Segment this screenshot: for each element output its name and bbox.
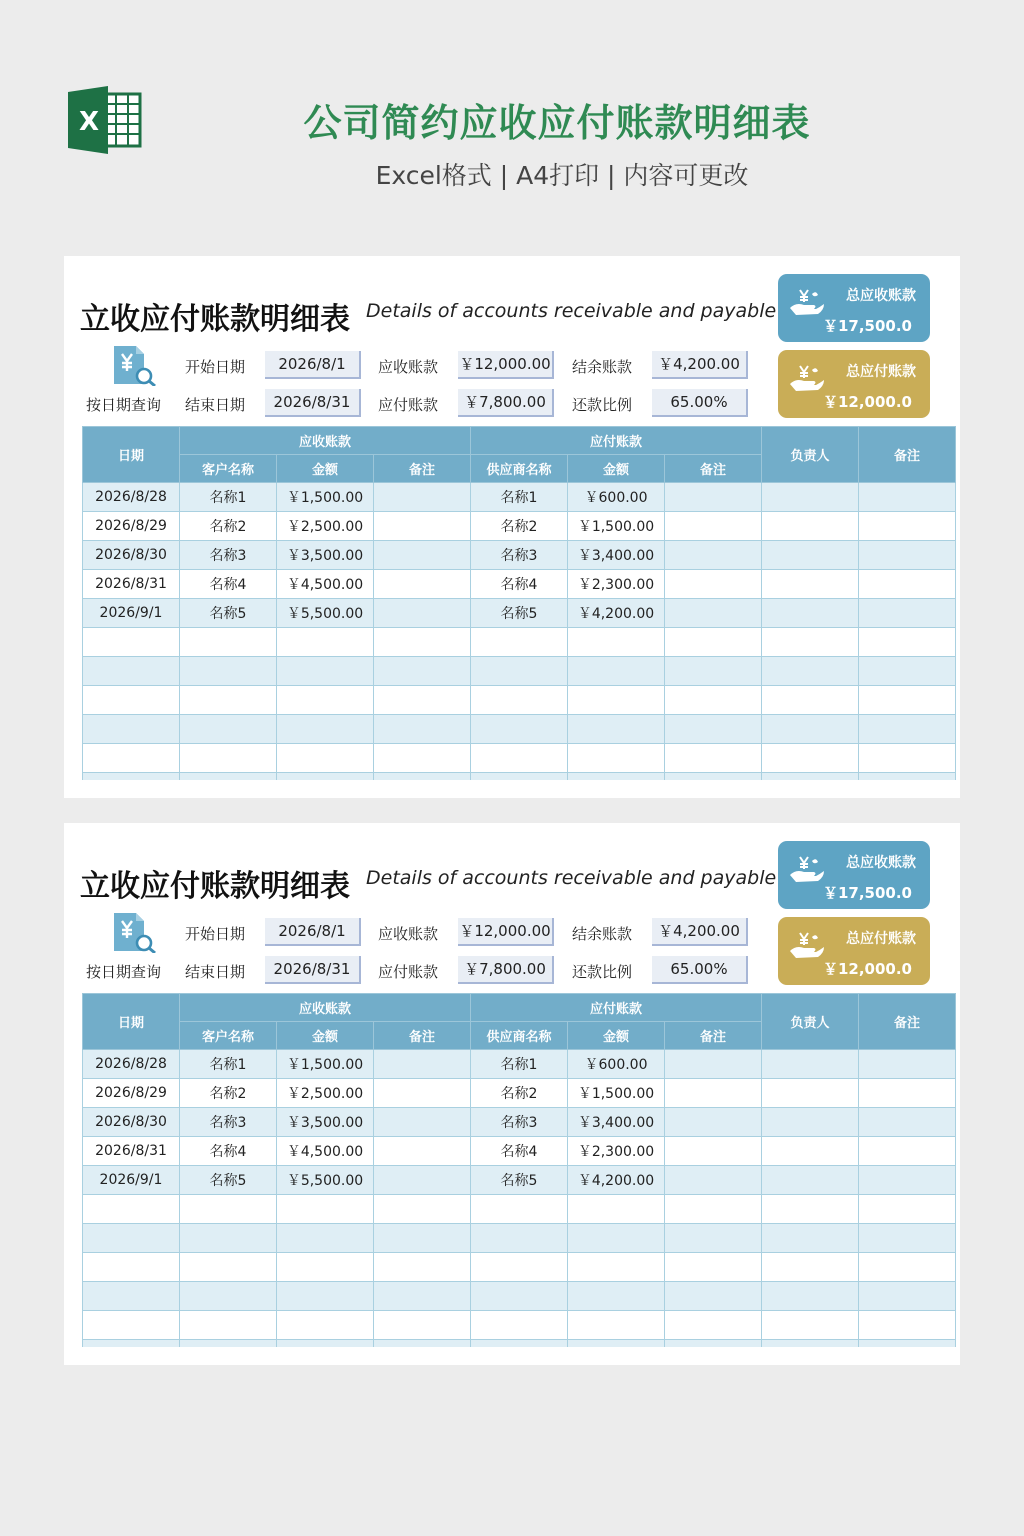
table-cell[interactable] [665,1253,762,1282]
receivable-field[interactable]: ￥12,000.00 [458,918,554,946]
table-cell[interactable] [859,715,956,744]
table-cell[interactable]: ￥5,500.00 [277,1166,374,1195]
table-cell[interactable]: 名称3 [471,1108,568,1137]
table-cell[interactable]: 2026/8/30 [83,1108,180,1137]
table-cell[interactable] [665,599,762,628]
table-cell[interactable] [277,1224,374,1253]
table-cell[interactable] [374,1311,471,1340]
table-cell[interactable]: ￥3,500.00 [277,1108,374,1137]
end-date-label: 结束日期 [185,396,246,414]
total-receivable-value: ￥17,500.0 [822,317,912,335]
table-cell[interactable] [83,1224,180,1253]
table-row [83,1108,956,1137]
col-receivable-amount[interactable]: 金额 [277,455,374,483]
table-cell[interactable] [277,1311,374,1340]
table-cell[interactable]: ￥5,500.00 [277,599,374,628]
table-cell[interactable] [374,686,471,715]
table-cell[interactable] [762,1340,859,1348]
receivable-field[interactable]: ￥12,000.00 [458,351,554,379]
table-cell[interactable]: 名称3 [180,1108,277,1137]
col-group-receivable: 应收账款 [180,994,471,1022]
table-cell[interactable] [471,1224,568,1253]
ledger-table [82,993,956,1347]
table-cell[interactable] [859,1166,956,1195]
col-customer[interactable]: 客户名称 [180,455,277,483]
hand-money-icon [786,853,826,885]
hand-money-icon [786,286,826,318]
table-cell[interactable] [762,1253,859,1282]
table-row [83,773,956,781]
table-cell[interactable] [859,541,956,570]
table-cell[interactable] [180,1195,277,1224]
table-row [83,1253,956,1282]
table-cell[interactable] [180,657,277,686]
table-cell[interactable] [859,1195,956,1224]
balance-field[interactable]: ￥4,200.00 [652,351,748,379]
table-cell[interactable] [180,1224,277,1253]
payable-label: 应付账款 [378,396,439,414]
table-cell[interactable] [859,744,956,773]
table-cell[interactable] [665,657,762,686]
end-date-field[interactable]: 2026/8/31 [265,956,361,984]
table-cell[interactable] [762,628,859,657]
table-cell[interactable]: 名称4 [180,1137,277,1166]
table-cell[interactable] [180,1311,277,1340]
table-cell[interactable] [471,1253,568,1282]
table-cell[interactable] [374,628,471,657]
table-cell[interactable] [471,1195,568,1224]
table-cell[interactable] [83,773,180,781]
table-cell[interactable] [83,1195,180,1224]
col-receivable-amount[interactable]: 金额 [277,1022,374,1050]
table-cell[interactable] [859,1050,956,1079]
table-cell[interactable] [277,686,374,715]
table-cell[interactable] [859,1311,956,1340]
total-receivable-label: 总应收账款 [846,855,916,871]
table-cell[interactable]: 名称4 [471,1137,568,1166]
table-cell[interactable] [568,1224,665,1253]
col-remark[interactable]: 备注 [859,427,956,483]
table-cell[interactable] [665,773,762,781]
table-cell[interactable] [277,1253,374,1282]
table-cell[interactable]: 名称5 [471,1166,568,1195]
table-cell[interactable] [762,570,859,599]
table-cell[interactable] [277,628,374,657]
table-cell[interactable] [374,483,471,512]
ledger-table [82,426,956,780]
table-cell[interactable] [665,512,762,541]
table-cell[interactable] [180,686,277,715]
table-cell[interactable] [665,1137,762,1166]
balance-label: 结余账款 [572,358,633,376]
table-cell[interactable] [568,1311,665,1340]
table-cell[interactable] [83,657,180,686]
start-date-label: 开始日期 [185,925,246,943]
table-cell[interactable] [665,1282,762,1311]
table-cell[interactable] [859,1137,956,1166]
table-cell[interactable] [83,744,180,773]
table-cell[interactable]: 名称3 [180,541,277,570]
table-cell[interactable] [859,1340,956,1348]
table-cell[interactable] [374,657,471,686]
table-cell[interactable]: ￥2,300.00 [568,1137,665,1166]
table-cell[interactable] [859,599,956,628]
table-cell[interactable] [859,1224,956,1253]
table-cell[interactable] [471,686,568,715]
table-cell[interactable] [374,599,471,628]
table-cell[interactable] [277,715,374,744]
table-cell[interactable] [374,1166,471,1195]
col-supplier[interactable]: 供应商名称 [471,455,568,483]
repayment-ratio-label: 还款比例 [572,963,633,981]
table-cell[interactable] [762,1311,859,1340]
table-cell[interactable]: 名称3 [471,541,568,570]
table-cell[interactable] [665,628,762,657]
table-cell[interactable]: 2026/9/1 [83,1166,180,1195]
table-row [83,1079,956,1108]
table-cell[interactable] [471,1340,568,1348]
table-cell[interactable] [471,657,568,686]
table-cell[interactable]: ￥2,500.00 [277,1079,374,1108]
receivable-label: 应收账款 [378,358,439,376]
table-cell[interactable] [665,1050,762,1079]
repayment-ratio-field[interactable]: 65.00% [652,956,748,984]
table-cell[interactable] [471,1282,568,1311]
table-cell[interactable] [665,1340,762,1348]
table-cell[interactable]: 2026/9/1 [83,599,180,628]
table-cell[interactable] [568,1253,665,1282]
hand-money-icon [786,362,826,394]
table-cell[interactable] [762,1224,859,1253]
table-cell[interactable] [471,1311,568,1340]
table-cell[interactable] [859,1108,956,1137]
table-cell[interactable] [374,1050,471,1079]
table-cell[interactable] [277,1282,374,1311]
table-cell[interactable]: ￥1,500.00 [568,1079,665,1108]
start-date-field[interactable]: 2026/8/1 [265,918,361,946]
col-owner[interactable]: 负责人 [762,427,859,483]
table-cell[interactable]: 2026/8/29 [83,1079,180,1108]
sheet-preview-1 [64,256,960,798]
table-cell[interactable] [568,773,665,781]
table-cell[interactable] [859,1253,956,1282]
table-row [83,628,956,657]
table-cell[interactable] [568,744,665,773]
table-cell[interactable] [762,483,859,512]
table-cell[interactable] [762,1079,859,1108]
table-cell[interactable]: 名称2 [180,1079,277,1108]
col-customer[interactable]: 客户名称 [180,1022,277,1050]
table-row [83,1137,956,1166]
start-date-label: 开始日期 [185,358,246,376]
col-owner[interactable]: 负责人 [762,994,859,1050]
table-cell[interactable]: 名称5 [471,599,568,628]
table-cell[interactable] [665,715,762,744]
table-row [83,1195,956,1224]
table-cell[interactable] [277,744,374,773]
table-cell[interactable] [374,1282,471,1311]
table-cell[interactable]: ￥1,500.00 [568,512,665,541]
table-cell[interactable] [83,1282,180,1311]
table-cell[interactable] [762,686,859,715]
table-cell[interactable] [374,512,471,541]
payable-field[interactable]: ￥7,800.00 [458,956,554,984]
col-supplier[interactable]: 供应商名称 [471,1022,568,1050]
table-cell[interactable] [180,715,277,744]
table-cell[interactable] [180,1282,277,1311]
table-cell[interactable] [374,1079,471,1108]
table-cell[interactable]: 名称1 [180,1050,277,1079]
table-cell[interactable]: ￥600.00 [568,1050,665,1079]
col-date[interactable]: 日期 [83,427,180,483]
table-row [83,1282,956,1311]
query-by-date-label: 按日期查询 [86,963,162,981]
table-cell[interactable] [471,773,568,781]
sheet-preview-2 [64,823,960,1365]
table-cell[interactable] [762,1282,859,1311]
table-cell[interactable] [859,628,956,657]
col-remark[interactable]: 备注 [859,994,956,1050]
table-cell[interactable]: 2026/8/28 [83,1050,180,1079]
yuan-search-icon[interactable] [110,344,156,386]
table-cell[interactable] [180,1253,277,1282]
table-cell[interactable] [762,715,859,744]
table-cell[interactable]: ￥3,500.00 [277,541,374,570]
col-payable-note[interactable]: 备注 [665,455,762,483]
table-cell[interactable] [665,1166,762,1195]
table-cell[interactable] [83,715,180,744]
col-payable-note[interactable]: 备注 [665,1022,762,1050]
table-row [83,512,956,541]
table-cell[interactable]: ￥1,500.00 [277,1050,374,1079]
table-cell[interactable] [83,1311,180,1340]
table-cell[interactable]: 2026/8/29 [83,512,180,541]
table-cell[interactable] [83,1340,180,1348]
table-cell[interactable]: ￥3,400.00 [568,541,665,570]
table-cell[interactable] [471,744,568,773]
table-cell[interactable]: 名称2 [471,512,568,541]
table-cell[interactable] [762,1108,859,1137]
table-cell[interactable] [83,1253,180,1282]
payable-label: 应付账款 [378,963,439,981]
table-cell[interactable] [762,1166,859,1195]
table-cell[interactable]: ￥2,500.00 [277,512,374,541]
table-cell[interactable]: ￥4,500.00 [277,1137,374,1166]
table-cell[interactable] [665,483,762,512]
table-cell[interactable] [762,1050,859,1079]
sheet-title: 立收应付账款明细表 [80,869,350,904]
table-cell[interactable] [568,1195,665,1224]
table-row [83,1224,956,1253]
table-cell[interactable] [762,1195,859,1224]
table-cell[interactable] [568,657,665,686]
table-row [83,715,956,744]
table-cell[interactable] [859,773,956,781]
table-cell[interactable] [374,1224,471,1253]
table-row [83,541,956,570]
total-payable-label: 总应付账款 [846,364,916,380]
table-cell[interactable] [277,1340,374,1348]
balance-label: 结余账款 [572,925,633,943]
table-cell[interactable]: 名称1 [471,1050,568,1079]
table-cell[interactable]: ￥1,500.00 [277,483,374,512]
total-payable-label: 总应付账款 [846,931,916,947]
col-group-payable: 应付账款 [471,427,762,455]
table-cell[interactable] [471,628,568,657]
table-cell[interactable] [665,1195,762,1224]
table-cell[interactable] [859,1282,956,1311]
table-row [83,570,956,599]
table-cell[interactable] [859,657,956,686]
table-row [83,1340,956,1348]
start-date-field[interactable]: 2026/8/1 [265,351,361,379]
table-cell[interactable] [374,541,471,570]
table-cell[interactable]: ￥4,200.00 [568,1166,665,1195]
query-by-date-label: 按日期查询 [86,396,162,414]
end-date-label: 结束日期 [185,963,246,981]
table-cell[interactable] [180,744,277,773]
table-row [83,1311,956,1340]
table-cell[interactable]: 名称1 [180,483,277,512]
repayment-ratio-field[interactable]: 65.00% [652,389,748,417]
table-cell[interactable] [568,715,665,744]
total-payable-card [778,917,930,985]
total-payable-value: ￥12,000.0 [822,960,912,978]
table-cell[interactable] [277,1195,374,1224]
col-group-receivable: 应收账款 [180,427,471,455]
table-cell[interactable] [665,1311,762,1340]
table-cell[interactable] [374,1108,471,1137]
table-cell[interactable] [374,715,471,744]
table-row [83,483,956,512]
table-cell[interactable] [374,1195,471,1224]
table-cell[interactable] [665,570,762,599]
table-cell[interactable]: 名称5 [180,1166,277,1195]
table-cell[interactable]: ￥4,500.00 [277,570,374,599]
table-row [83,1050,956,1079]
table-cell[interactable]: 名称2 [471,1079,568,1108]
table-cell[interactable] [568,628,665,657]
table-cell[interactable] [374,1253,471,1282]
total-receivable-card [778,274,930,342]
table-cell[interactable] [83,628,180,657]
table-cell[interactable] [762,1137,859,1166]
table-cell[interactable] [762,541,859,570]
table-cell[interactable] [665,1108,762,1137]
table-cell[interactable] [374,570,471,599]
table-cell[interactable]: ￥600.00 [568,483,665,512]
table-cell[interactable]: 名称4 [180,570,277,599]
col-date[interactable]: 日期 [83,994,180,1050]
table-cell[interactable] [762,773,859,781]
table-cell[interactable] [859,1079,956,1108]
balance-field[interactable]: ￥4,200.00 [652,918,748,946]
table-cell[interactable] [762,657,859,686]
table-cell[interactable] [180,1340,277,1348]
table-cell[interactable]: ￥2,300.00 [568,570,665,599]
table-cell[interactable]: 名称2 [180,512,277,541]
table-cell[interactable] [374,1137,471,1166]
total-payable-card [778,350,930,418]
table-row [83,599,956,628]
end-date-field[interactable]: 2026/8/31 [265,389,361,417]
sheet-title: 立收应付账款明细表 [80,302,350,337]
table-cell[interactable] [180,773,277,781]
table-cell[interactable] [568,1340,665,1348]
table-row [83,744,956,773]
yuan-search-icon[interactable] [110,911,156,953]
payable-field[interactable]: ￥7,800.00 [458,389,554,417]
table-cell[interactable] [665,541,762,570]
table-cell[interactable] [568,1282,665,1311]
table-cell[interactable] [762,744,859,773]
table-cell[interactable]: ￥3,400.00 [568,1108,665,1137]
table-cell[interactable]: 2026/8/28 [83,483,180,512]
table-cell[interactable] [665,1224,762,1253]
table-cell[interactable] [471,715,568,744]
total-receivable-value: ￥17,500.0 [822,884,912,902]
table-cell[interactable] [374,744,471,773]
sheet-title-english: Details of accounts receivable and payable [366,867,777,889]
total-payable-value: ￥12,000.0 [822,393,912,411]
sheet-title-english: Details of accounts receivable and payable [366,300,777,322]
table-cell[interactable]: ￥4,200.00 [568,599,665,628]
col-group-payable: 应付账款 [471,994,762,1022]
receivable-label: 应收账款 [378,925,439,943]
table-cell[interactable] [180,628,277,657]
table-cell[interactable]: 名称1 [471,483,568,512]
total-receivable-label: 总应收账款 [846,288,916,304]
page-subtitle: Excel格式 | A4打印 | 内容可更改 [375,161,749,190]
table-cell[interactable] [568,686,665,715]
col-payable-amount[interactable]: 金额 [568,455,665,483]
table-cell[interactable]: 名称5 [180,599,277,628]
table-cell[interactable] [762,599,859,628]
table-cell[interactable]: 2026/8/31 [83,1137,180,1166]
table-row [83,657,956,686]
hand-money-icon [786,929,826,961]
total-receivable-card [778,841,930,909]
repayment-ratio-label: 还款比例 [572,396,633,414]
table-cell[interactable] [665,686,762,715]
table-cell[interactable] [277,657,374,686]
table-cell[interactable] [665,1079,762,1108]
table-cell[interactable] [277,773,374,781]
table-cell[interactable] [374,773,471,781]
table-cell[interactable]: 名称4 [471,570,568,599]
table-row [83,686,956,715]
table-cell[interactable] [859,570,956,599]
table-cell[interactable] [859,686,956,715]
table-cell[interactable] [83,686,180,715]
table-cell[interactable]: 2026/8/31 [83,570,180,599]
table-cell[interactable] [859,512,956,541]
svg-text:X: X [79,107,100,137]
table-cell[interactable] [665,744,762,773]
col-receivable-note[interactable]: 备注 [374,1022,471,1050]
page-title: 公司简约应收应付账款明细表 [303,101,811,145]
table-cell[interactable]: 2026/8/30 [83,541,180,570]
col-payable-amount[interactable]: 金额 [568,1022,665,1050]
table-cell[interactable] [859,483,956,512]
col-receivable-note[interactable]: 备注 [374,455,471,483]
table-row [83,1166,956,1195]
table-cell[interactable] [762,512,859,541]
table-cell[interactable] [374,1340,471,1348]
